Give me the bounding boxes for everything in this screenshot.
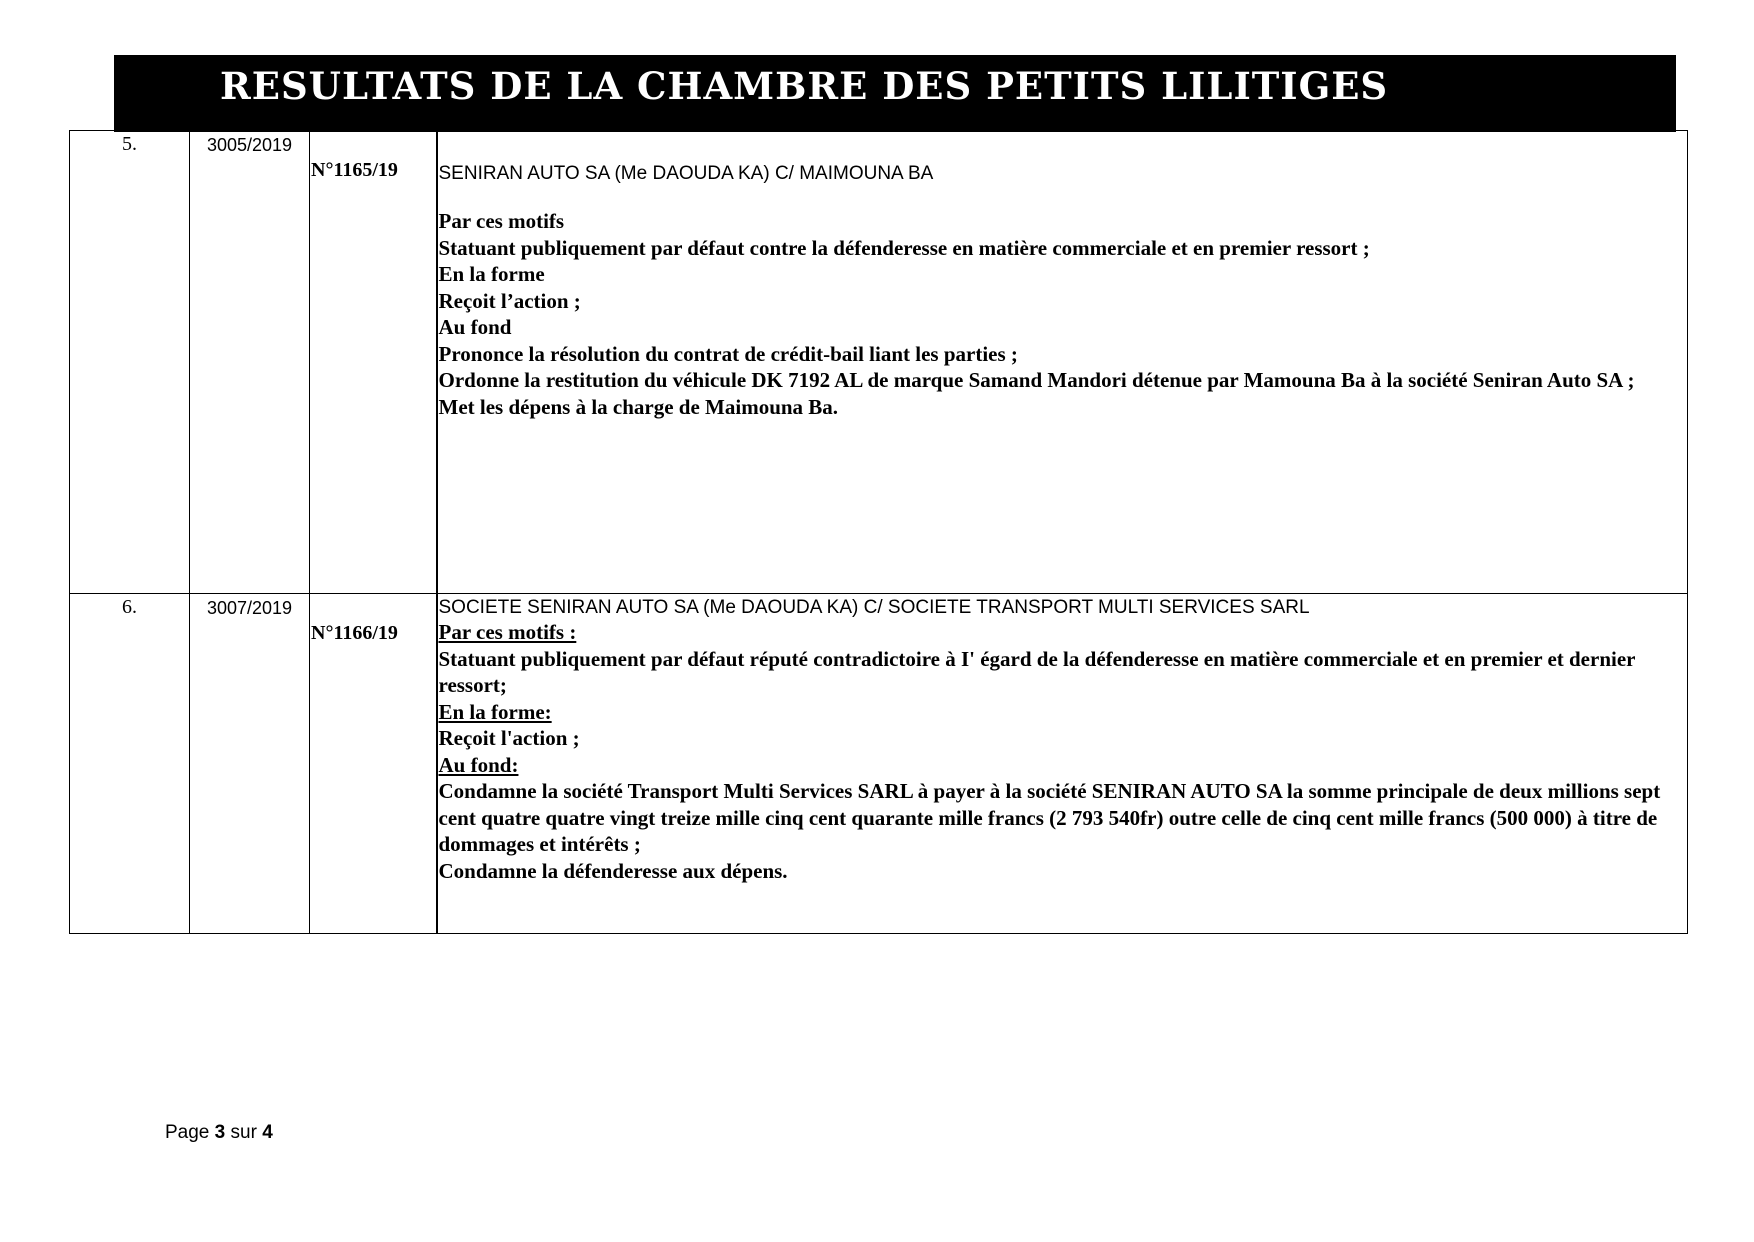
row-number: 6. [122, 596, 137, 618]
page-title: RESULTATS DE LA CHAMBRE DES PETITS LILITIGES [220, 64, 1389, 108]
page-current: 3 [214, 1122, 226, 1143]
decision-line: Condamne la société Transport Multi Services SARL à payer à la société SENIRAN AUTO SA la somme principale de deux millions sept cent quatre quatre vingt treize mille cinq cent quarante mille francs (2 793 540fr) outre celle de cinq cent mille francs (500 000) à titre de dommages et intérêts ; [438, 779, 1661, 856]
header-banner [114, 55, 1676, 132]
dossier-number: 3005/2019 [206, 135, 293, 155]
decision-cell [437, 594, 1688, 934]
decision-line: Ordonne la restitution du véhicule DK 7192 AL de marque Samand Mandori détenue par Mamouna Ba à la société Seniran Auto SA ; [438, 368, 1635, 392]
dossier-number: 3007/2019 [206, 598, 293, 618]
decision-line: En la forme [438, 262, 545, 286]
judgment-number: N°1166/19 [311, 622, 398, 644]
decision-line: Met les dépens à la charge de Maimouna Ba. [438, 394, 839, 419]
decision-text [438, 208, 1688, 420]
decision-line: Reçoit l’action ; [438, 288, 581, 313]
page-label: Page [165, 1122, 210, 1143]
case-title: SOCIETE SENIRAN AUTO SA (Me DAOUDA KA) C/ SOCIETE TRANSPORT MULTI SERVICES SARL [438, 597, 1310, 618]
page-of-label: sur [230, 1122, 257, 1143]
decision-line: Prononce la résolution du contrat de crédit-bail liant les parties ; [438, 341, 1018, 366]
decision-text [438, 619, 1688, 884]
decision-line: Statuant publiquement par défaut contre la défenderesse en matière commerciale et en premier ressort ; [438, 235, 1370, 260]
decision-line: Condamne la défenderesse aux dépens. [438, 858, 788, 883]
decision-line: Au fond [438, 315, 512, 339]
page-footer [165, 1122, 273, 1144]
row-number: 5. [122, 133, 137, 155]
table-row [70, 594, 1688, 934]
decision-line: Par ces motifs [438, 209, 565, 233]
decision-heading: En la forme: [438, 699, 552, 724]
row-number-cell [70, 594, 190, 934]
decision-line: Reçoit l'action ; [438, 726, 580, 750]
decision-heading: Par ces motifs : [438, 620, 577, 644]
results-table [69, 130, 1688, 934]
dossier-cell [190, 594, 310, 934]
judgment-cell [310, 131, 437, 594]
decision-line: Statuant publiquement par défaut réputé contradictoire à I' égard de la défenderesse en matière commerciale et en premier et dernier ressort; [438, 646, 1636, 697]
decision-cell [437, 131, 1688, 594]
table-row [70, 131, 1688, 594]
case-title: SENIRAN AUTO SA (Me DAOUDA KA) C/ MAIMOUNA BA [438, 163, 934, 184]
decision-heading: Au fond: [438, 752, 519, 777]
judgment-cell [310, 594, 437, 934]
row-number-cell [70, 131, 190, 594]
dossier-cell [190, 131, 310, 594]
judgment-number: N°1165/19 [311, 159, 398, 181]
page-total: 4 [262, 1122, 273, 1143]
